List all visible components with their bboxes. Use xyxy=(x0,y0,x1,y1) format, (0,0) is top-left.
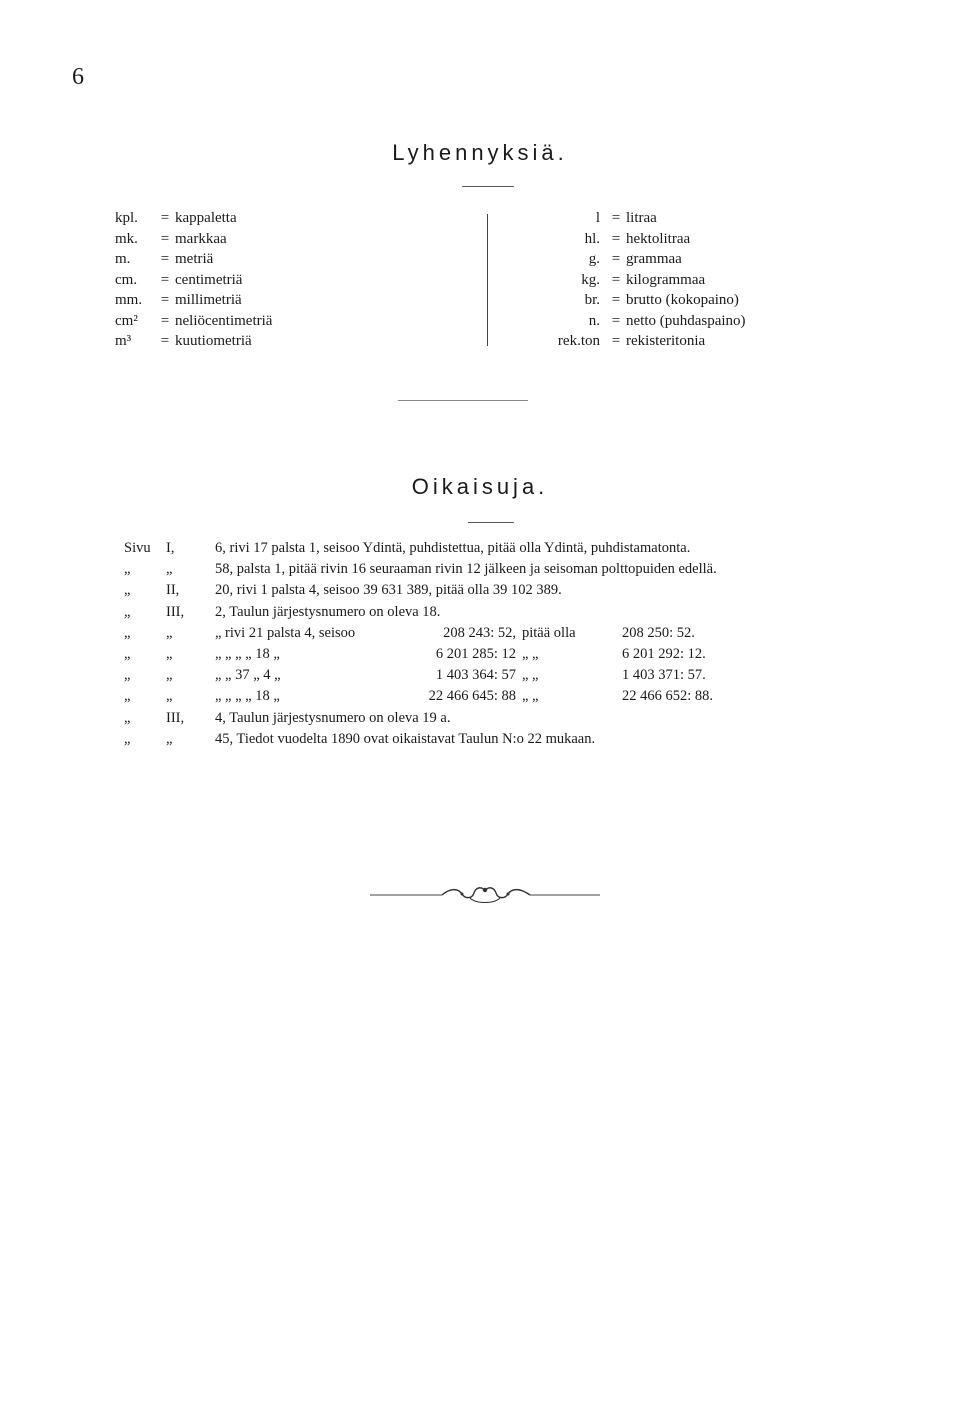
abbr-row xyxy=(520,311,746,332)
corrections-title: Oikaisuja. xyxy=(411,474,549,499)
abbr-eq: = xyxy=(611,292,621,308)
correction-amount-new: 1 403 371: 57. xyxy=(622,667,706,684)
abbr-row xyxy=(115,311,272,332)
correction-mid: „ „ xyxy=(522,667,539,684)
abbr-meaning: millimetriä xyxy=(175,292,242,308)
correction-page: III, xyxy=(166,603,185,620)
abbr-meaning: rekisteritonia xyxy=(626,333,706,349)
correction-sivu: „ xyxy=(124,603,131,620)
correction-sivu: „ xyxy=(124,624,131,641)
correction-sivu: „ xyxy=(124,561,131,578)
page-number: 6 xyxy=(72,64,84,90)
abbr-row xyxy=(520,331,746,352)
correction-text: 4, Taulun järjestysnumero on oleva 19 a. xyxy=(215,709,451,726)
abbr-eq: = xyxy=(611,210,621,226)
correction-page: „ xyxy=(166,730,173,747)
correction-page: III, xyxy=(166,709,185,726)
abbr-meaning: metriä xyxy=(175,251,214,267)
abbr-row xyxy=(115,229,272,250)
abbr-eq: = xyxy=(160,210,170,226)
abbr-key: br. xyxy=(584,292,600,308)
abbr-eq: = xyxy=(611,333,621,349)
correction-text: 45, Tiedot vuodelta 1890 ovat oikaistavat Taulun N:o 22 mukaan. xyxy=(215,730,596,747)
abbr-key: hl. xyxy=(584,230,600,247)
abbr-meaning: hektolitraa xyxy=(626,230,691,247)
abbr-row xyxy=(520,249,746,270)
correction-amount-new: 6 201 292: 12. xyxy=(622,645,706,662)
abbr-eq: = xyxy=(160,333,170,349)
abbr-eq: = xyxy=(160,230,170,247)
correction-sivu: Sivu xyxy=(124,540,151,556)
section-separator-rule xyxy=(398,400,528,401)
correction-amount-new: 208 250: 52. xyxy=(622,624,695,641)
abbr-eq: = xyxy=(160,312,170,329)
column-divider xyxy=(487,214,488,346)
correction-page: „ xyxy=(166,667,173,684)
correction-mid: „ „ xyxy=(522,645,539,662)
correction-sivu: „ xyxy=(124,582,131,599)
abbreviations-title: Lyhennyksiä. xyxy=(392,140,568,165)
abbr-key: rek.ton xyxy=(557,333,600,349)
correction-text: 2, Taulun järjestysnumero on oleva 18. xyxy=(215,603,441,620)
abbr-row xyxy=(115,331,272,352)
abbr-row xyxy=(115,249,272,270)
abbr-eq: = xyxy=(160,271,170,288)
correction-page: „ xyxy=(166,624,173,641)
correction-amount-old: 22 466 645: 88 xyxy=(428,688,516,705)
abbr-meaning: markkaa xyxy=(175,230,227,247)
correction-text: „ rivi 21 palsta 4, seisoo xyxy=(215,624,356,641)
correction-amount-old: 6 201 285: 12 xyxy=(435,645,516,662)
title-rule xyxy=(468,522,514,523)
correction-page: I, xyxy=(166,540,175,556)
correction-sivu: „ xyxy=(124,667,131,684)
abbr-key: cm² xyxy=(115,312,138,329)
correction-text: „ „ 37 „ 4 „ xyxy=(215,667,281,684)
abbr-meaning: kilogrammaa xyxy=(626,271,706,288)
abbr-row xyxy=(115,208,272,229)
correction-page: „ xyxy=(166,688,173,705)
abbr-meaning: neliöcentimetriä xyxy=(175,312,273,329)
abbr-eq: = xyxy=(611,230,621,247)
abbr-row xyxy=(520,208,746,229)
abbr-key: l xyxy=(595,210,600,226)
abbr-key: kpl. xyxy=(115,210,138,226)
abbr-meaning: netto (puhdaspaino) xyxy=(626,312,746,329)
correction-sivu: „ xyxy=(124,645,131,662)
correction-text: „ „ „ „ 18 „ xyxy=(215,688,280,705)
abbr-eq: = xyxy=(611,271,621,288)
abbr-row xyxy=(520,229,746,250)
abbr-meaning: litraa xyxy=(626,210,657,226)
abbr-row xyxy=(520,270,746,291)
correction-amount-old: 1 403 364: 57 xyxy=(435,667,516,684)
abbr-key: n. xyxy=(588,312,600,329)
correction-text: „ „ „ „ 18 „ xyxy=(215,645,280,662)
title-rule xyxy=(462,186,514,187)
correction-page: „ xyxy=(166,561,173,578)
abbr-meaning: brutto (kokopaino) xyxy=(626,292,739,308)
abbr-key: mm. xyxy=(115,292,143,308)
abbr-eq: = xyxy=(160,251,170,267)
correction-sivu: „ xyxy=(124,688,131,705)
abbr-meaning: kappaletta xyxy=(175,210,237,226)
correction-sivu: „ xyxy=(124,709,131,726)
correction-page: „ xyxy=(166,645,173,662)
correction-text: 20, rivi 1 palsta 4, seisoo 39 631 389, pitää olla 39 102 389. xyxy=(215,582,562,599)
abbr-key: mk. xyxy=(115,230,138,247)
abbr-meaning: kuutiometriä xyxy=(175,333,252,349)
abbr-meaning: grammaa xyxy=(626,251,682,267)
abbr-key: kg. xyxy=(581,271,600,288)
abbr-row xyxy=(115,270,272,291)
abbr-row xyxy=(115,290,272,311)
abbr-key: cm. xyxy=(115,271,138,288)
ornament-flourish-icon xyxy=(370,882,600,906)
abbr-key: m. xyxy=(115,251,131,267)
correction-mid: pitää olla xyxy=(522,624,576,641)
correction-text: 6, rivi 17 palsta 1, seisoo Ydintä, puhdistettua, pitää olla Ydintä, puhdistamatonta. xyxy=(215,540,691,556)
correction-sivu: „ xyxy=(124,730,131,747)
abbr-eq: = xyxy=(160,292,170,308)
abbreviations-right-list xyxy=(520,208,746,352)
abbr-meaning: centimetriä xyxy=(175,271,243,288)
abbr-key: m³ xyxy=(115,333,132,349)
correction-mid: „ „ xyxy=(522,688,539,705)
correction-amount-old: 208 243: 52, xyxy=(443,624,516,641)
correction-text: 58, palsta 1, pitää rivin 16 seuraaman rivin 12 jälkeen ja seisoman polttopuiden edellä. xyxy=(215,561,717,578)
correction-page: II, xyxy=(166,582,180,599)
abbreviations-left-list xyxy=(115,208,272,352)
abbr-row xyxy=(520,290,746,311)
correction-amount-new: 22 466 652: 88. xyxy=(622,688,714,705)
abbr-eq: = xyxy=(611,251,621,267)
abbr-eq: = xyxy=(611,312,621,329)
abbr-key: g. xyxy=(588,251,600,267)
